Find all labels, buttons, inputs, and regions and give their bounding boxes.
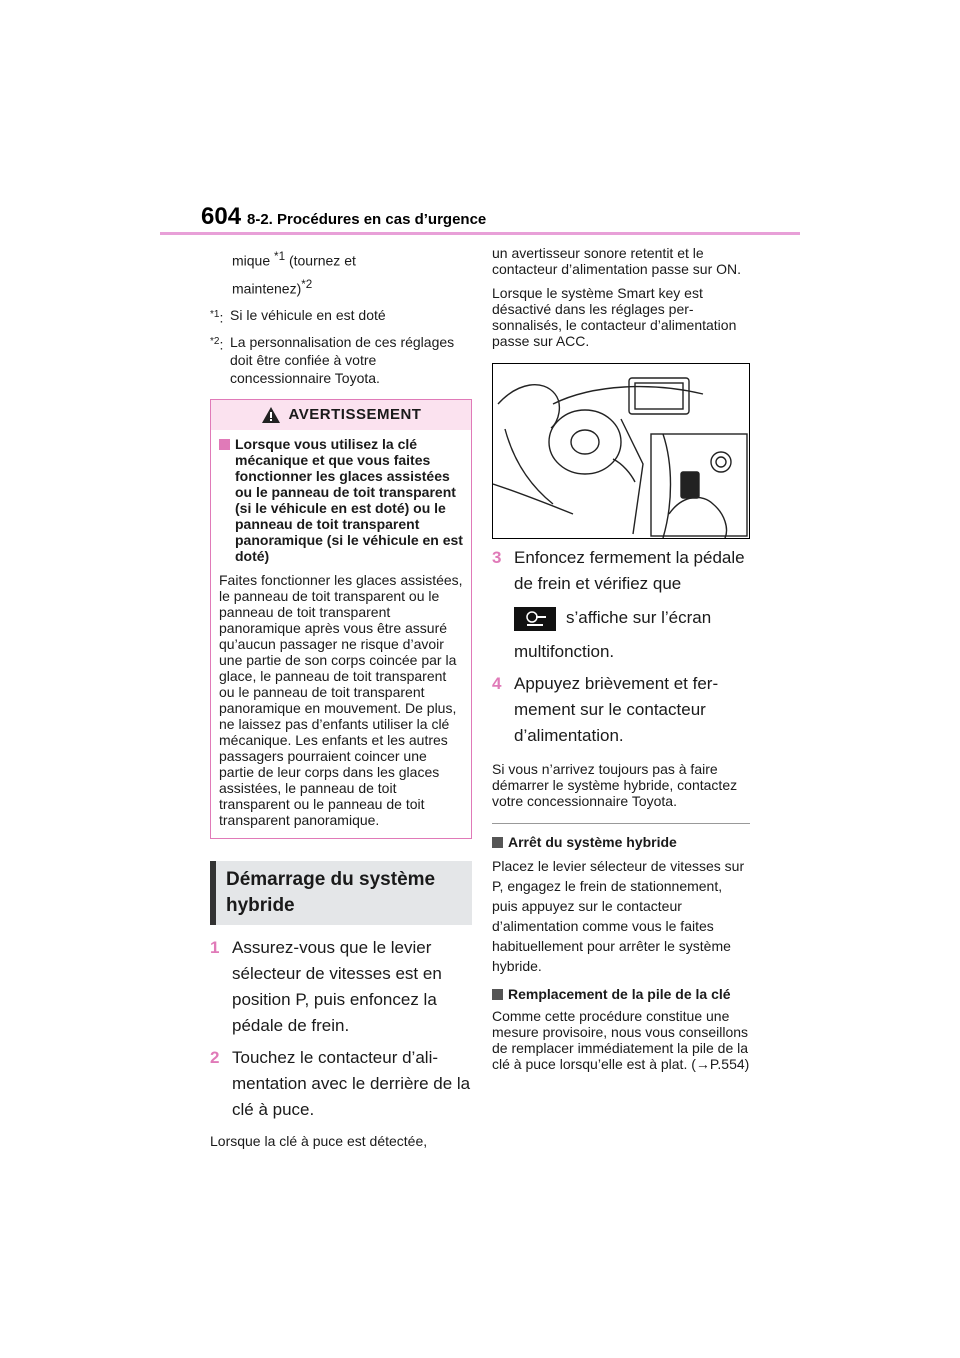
- footnote-1: $^{*1}$: Si le véhicule en est doté: [210, 307, 386, 326]
- right-column: [492, 245, 750, 1072]
- paragraph-on: un avertisseur sonore retentit et le contacteur d’alimentation passe sur ON.: [492, 245, 742, 277]
- separator: [492, 823, 750, 824]
- warning-header: [211, 400, 471, 430]
- bullet-square-icon: [492, 837, 503, 848]
- subsection-battery-title: Remplacement de la pile de la clé: [492, 986, 750, 1002]
- warning-text: Faites fonctionner les glaces assistées, le panneau de toit transparent ou le panneau de toit transparent panoramique après vous être assuré qu’aucun passager ne risque d’avoir une partie de son corps coincée par la glace, le panneau de toit transparent ou le panneau de toit transparent panoramique en mouvement. De plus, ne laissez pas d’enfants utiliser la clé mécanique. Les enfants et les autres passagers pourraient coincer une partie de leur corps dans les glaces assistées, le panneau de toit transparent ou le panneau de toit transparent panoramique.: [219, 571, 463, 828]
- subsection-battery-body: Comme cette procédure constitue une mesure provisoire, nous vous conseillons de remplacer immédiatement la pile de la clé à puce lorsqu’elle est à plat. (→P.554): [492, 1008, 750, 1072]
- paragraph-acc: Lorsque le système Smart key est désactivé dans les réglages personnalisés, le contacteur d’alimentation passe sur ACC.: [492, 285, 737, 349]
- subsection-stop-body: Placez le levier sélecteur de vitesses sur P, engagez le frein de stationnement, puis appuyez sur le contacteur d’alimentation comme vous le faites habituellement pour arrêter le système hybride.: [492, 858, 745, 974]
- warning-icon: [261, 406, 281, 424]
- warning-title: Lorsque vous utilisez la clé mécanique et que vous faites fonctionner les glaces assistées ou le panneau de toit transparent (si le véhicule en est doté) ou le panneau de toit transparent panoramique (si le véhicule en est doté): [219, 436, 463, 564]
- warning-box: [210, 399, 472, 839]
- dashboard-illustration: [492, 363, 750, 539]
- footnote-2: $^{*2}$: La personnalisation de ces réglages doit être confiée à votre concessionnaire Toyota.: [210, 333, 455, 386]
- bullet-square-icon: [492, 989, 503, 1000]
- continued-text: mique $^{*1}$ (tournez et maintenez)$^{*2}$: [232, 250, 356, 297]
- header-rule: [160, 232, 800, 235]
- section-title: 8-2. Procédures en cas d’urgence: [247, 211, 487, 228]
- warning-label: AVERTISSEMENT: [288, 406, 422, 424]
- brake-indicator-icon: [514, 607, 556, 631]
- paragraph-contact-dealer: Si vous n’arrivez toujours pas à faire démarrer le système hybride, contactez votre concessionnaire Toyota.: [492, 761, 738, 809]
- section-heading: Démarrage du système hybride: [210, 861, 472, 925]
- left-column: [210, 245, 472, 1149]
- page-number: 604: [201, 203, 242, 230]
- step-3: 3 Enfoncez fermement la pédale de frein et vérifiez que s’affiche sur l’écran multifonction.: [492, 548, 745, 661]
- subsection-stop-title: Arrêt du système hybride: [492, 834, 750, 850]
- step-4: 4 Appuyez brièvement et fermement sur le contacteur d’alimentation.: [492, 674, 719, 745]
- page-header: [200, 203, 800, 235]
- bullet-square-icon: [219, 439, 230, 450]
- step-2-note: Lorsque la clé à puce est détectée,: [210, 1132, 428, 1149]
- driver-key-illustration: [493, 364, 749, 538]
- step-2: 2 Touchez le contacteur d’alimentation avec le derrière de la clé à puce.: [210, 1047, 471, 1119]
- step-1: 1 Assurez-vous que le levier sélecteur de vitesses est en position P, puis enfoncez la pédale de frein.: [210, 937, 442, 1035]
